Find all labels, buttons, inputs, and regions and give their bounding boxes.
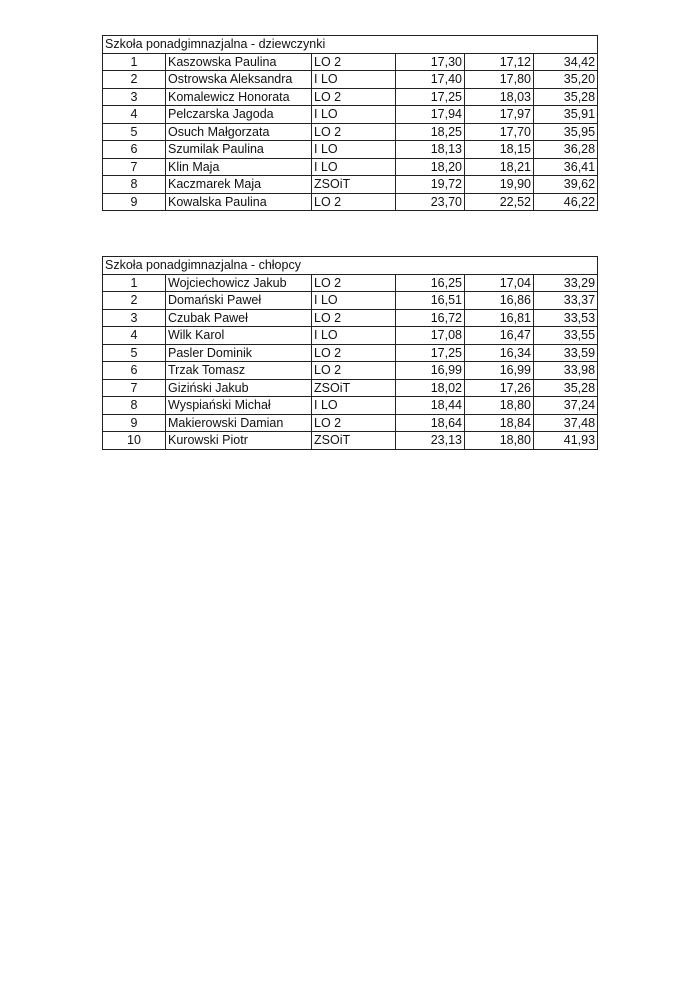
time-2-cell: 16,34 — [465, 344, 534, 362]
place-cell: 10 — [103, 432, 166, 450]
total-cell: 35,91 — [534, 106, 598, 124]
total-cell: 39,62 — [534, 176, 598, 194]
table-row — [103, 53, 598, 71]
table-row — [103, 309, 598, 327]
name-cell: Trzak Tomasz — [166, 362, 312, 380]
name-cell: Domański Paweł — [166, 292, 312, 310]
total-cell: 36,41 — [534, 158, 598, 176]
time-2-cell: 16,81 — [465, 309, 534, 327]
time-2-cell: 22,52 — [465, 193, 534, 211]
school-cell: I LO — [312, 292, 396, 310]
time-2-cell: 17,97 — [465, 106, 534, 124]
place-cell: 7 — [103, 158, 166, 176]
total-cell: 37,24 — [534, 397, 598, 415]
place-cell: 2 — [103, 71, 166, 89]
name-cell: Klin Maja — [166, 158, 312, 176]
table-row — [103, 432, 598, 450]
time-2-cell: 16,86 — [465, 292, 534, 310]
total-cell: 35,20 — [534, 71, 598, 89]
time-1-cell: 17,08 — [396, 327, 465, 345]
name-cell: Kaszowska Paulina — [166, 53, 312, 71]
place-cell: 9 — [103, 193, 166, 211]
school-cell: ZSOiT — [312, 432, 396, 450]
total-cell: 33,37 — [534, 292, 598, 310]
table-row — [103, 88, 598, 106]
table-row — [103, 274, 598, 292]
place-cell: 5 — [103, 123, 166, 141]
time-1-cell: 16,72 — [396, 309, 465, 327]
name-cell: Czubak Paweł — [166, 309, 312, 327]
place-cell: 7 — [103, 379, 166, 397]
total-cell: 35,28 — [534, 379, 598, 397]
time-1-cell: 16,51 — [396, 292, 465, 310]
table-title-row — [103, 257, 598, 275]
place-cell: 2 — [103, 292, 166, 310]
school-cell: LO 2 — [312, 123, 396, 141]
place-cell: 9 — [103, 414, 166, 432]
table-row — [103, 158, 598, 176]
name-cell: Komalewicz Honorata — [166, 88, 312, 106]
school-cell: LO 2 — [312, 53, 396, 71]
place-cell: 3 — [103, 88, 166, 106]
total-cell: 34,42 — [534, 53, 598, 71]
name-cell: Giziński Jakub — [166, 379, 312, 397]
school-cell: ZSOiT — [312, 379, 396, 397]
total-cell: 33,53 — [534, 309, 598, 327]
time-1-cell: 17,25 — [396, 88, 465, 106]
name-cell: Makierowski Damian — [166, 414, 312, 432]
results-table-girls — [102, 35, 598, 211]
time-2-cell: 17,70 — [465, 123, 534, 141]
place-cell: 6 — [103, 362, 166, 380]
name-cell: Osuch Małgorzata — [166, 123, 312, 141]
total-cell: 33,59 — [534, 344, 598, 362]
name-cell: Kaczmarek Maja — [166, 176, 312, 194]
name-cell: Wyspiański Michał — [166, 397, 312, 415]
time-1-cell: 23,70 — [396, 193, 465, 211]
place-cell: 6 — [103, 141, 166, 159]
table-row — [103, 106, 598, 124]
total-cell: 33,55 — [534, 327, 598, 345]
table-row — [103, 327, 598, 345]
table-row — [103, 362, 598, 380]
time-1-cell: 18,13 — [396, 141, 465, 159]
place-cell: 4 — [103, 327, 166, 345]
name-cell: Pasler Dominik — [166, 344, 312, 362]
school-cell: LO 2 — [312, 344, 396, 362]
table-row — [103, 141, 598, 159]
school-cell: LO 2 — [312, 274, 396, 292]
time-2-cell: 16,47 — [465, 327, 534, 345]
place-cell: 8 — [103, 176, 166, 194]
time-1-cell: 17,94 — [396, 106, 465, 124]
total-cell: 36,28 — [534, 141, 598, 159]
name-cell: Ostrowska Aleksandra — [166, 71, 312, 89]
table-row — [103, 123, 598, 141]
table-row — [103, 193, 598, 211]
table-row — [103, 176, 598, 194]
total-cell: 33,29 — [534, 274, 598, 292]
name-cell: Szumilak Paulina — [166, 141, 312, 159]
place-cell: 1 — [103, 53, 166, 71]
school-cell: LO 2 — [312, 362, 396, 380]
place-cell: 5 — [103, 344, 166, 362]
total-cell: 33,98 — [534, 362, 598, 380]
name-cell: Wojciechowicz Jakub — [166, 274, 312, 292]
table-row — [103, 71, 598, 89]
time-2-cell: 18,80 — [465, 397, 534, 415]
name-cell: Kowalska Paulina — [166, 193, 312, 211]
school-cell: I LO — [312, 141, 396, 159]
school-cell: ZSOiT — [312, 176, 396, 194]
place-cell: 1 — [103, 274, 166, 292]
name-cell: Pelczarska Jagoda — [166, 106, 312, 124]
table-title: Szkoła ponadgimnazjalna - chłopcy — [103, 257, 598, 275]
time-1-cell: 16,25 — [396, 274, 465, 292]
school-cell: LO 2 — [312, 193, 396, 211]
table-row — [103, 414, 598, 432]
time-2-cell: 18,84 — [465, 414, 534, 432]
time-1-cell: 18,25 — [396, 123, 465, 141]
school-cell: I LO — [312, 71, 396, 89]
time-1-cell: 17,25 — [396, 344, 465, 362]
time-2-cell: 17,80 — [465, 71, 534, 89]
time-2-cell: 18,21 — [465, 158, 534, 176]
table-row — [103, 292, 598, 310]
time-2-cell: 17,12 — [465, 53, 534, 71]
table-title: Szkoła ponadgimnazjalna - dziewczynki — [103, 36, 598, 54]
time-2-cell: 17,04 — [465, 274, 534, 292]
time-1-cell: 19,72 — [396, 176, 465, 194]
school-cell: I LO — [312, 327, 396, 345]
place-cell: 8 — [103, 397, 166, 415]
total-cell: 35,95 — [534, 123, 598, 141]
name-cell: Wilk Karol — [166, 327, 312, 345]
time-1-cell: 18,02 — [396, 379, 465, 397]
table-row — [103, 379, 598, 397]
school-cell: I LO — [312, 158, 396, 176]
time-2-cell: 18,80 — [465, 432, 534, 450]
results-table-boys — [102, 256, 598, 450]
table-row — [103, 344, 598, 362]
total-cell: 37,48 — [534, 414, 598, 432]
table-title-row — [103, 36, 598, 54]
time-2-cell: 16,99 — [465, 362, 534, 380]
time-1-cell: 17,40 — [396, 71, 465, 89]
time-1-cell: 18,20 — [396, 158, 465, 176]
time-1-cell: 16,99 — [396, 362, 465, 380]
time-1-cell: 18,44 — [396, 397, 465, 415]
school-cell: LO 2 — [312, 414, 396, 432]
time-2-cell: 17,26 — [465, 379, 534, 397]
school-cell: LO 2 — [312, 88, 396, 106]
time-1-cell: 17,30 — [396, 53, 465, 71]
time-2-cell: 18,15 — [465, 141, 534, 159]
place-cell: 3 — [103, 309, 166, 327]
time-2-cell: 19,90 — [465, 176, 534, 194]
place-cell: 4 — [103, 106, 166, 124]
school-cell: I LO — [312, 106, 396, 124]
time-2-cell: 18,03 — [465, 88, 534, 106]
school-cell: LO 2 — [312, 309, 396, 327]
total-cell: 35,28 — [534, 88, 598, 106]
time-1-cell: 23,13 — [396, 432, 465, 450]
total-cell: 46,22 — [534, 193, 598, 211]
table-row — [103, 397, 598, 415]
time-1-cell: 18,64 — [396, 414, 465, 432]
total-cell: 41,93 — [534, 432, 598, 450]
name-cell: Kurowski Piotr — [166, 432, 312, 450]
school-cell: I LO — [312, 397, 396, 415]
